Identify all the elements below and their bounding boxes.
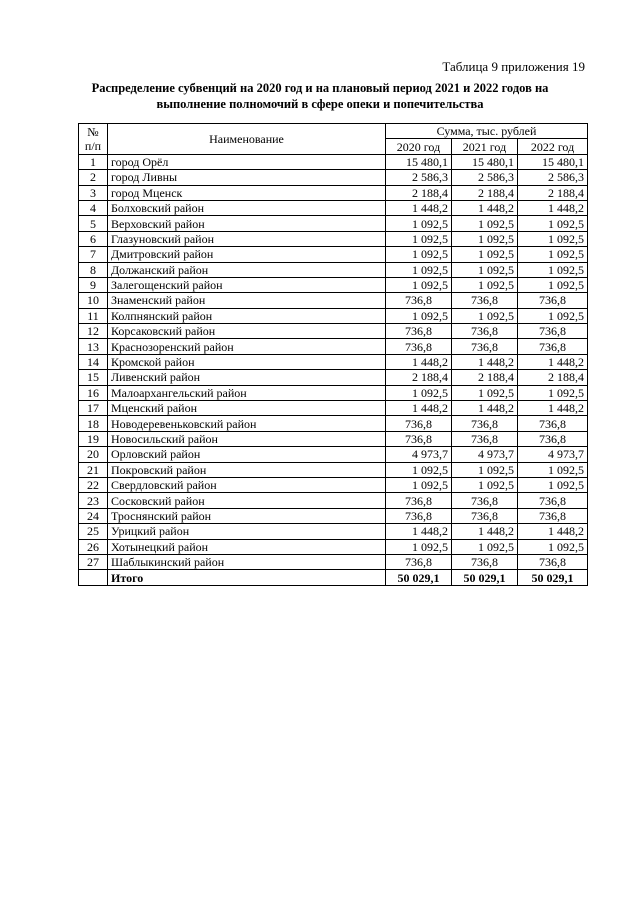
row-number: 1 — [79, 154, 108, 169]
row-value-2020: 1 448,2 — [386, 401, 452, 416]
row-value-2021: 736,8 — [452, 554, 518, 569]
row-value-2021: 2 188,4 — [452, 370, 518, 385]
row-value-2021: 15 480,1 — [452, 154, 518, 169]
row-value-2020: 1 092,5 — [386, 262, 452, 277]
row-number: 25 — [79, 524, 108, 539]
appendix-label: Таблица 9 приложения 19 — [442, 59, 585, 74]
table-row — [79, 539, 588, 554]
row-value-2021: 1 448,2 — [452, 524, 518, 539]
row-value-2022: 736,8 — [518, 431, 588, 446]
row-value-2020: 1 448,2 — [386, 200, 452, 215]
title-line-2: выполнение полномочий в сфере опеки и попечительства — [156, 97, 484, 111]
row-name: Залегощенский район — [108, 277, 386, 292]
row-value-2022: 2 188,4 — [518, 370, 588, 385]
row-number: 23 — [79, 493, 108, 508]
row-value-2021: 1 448,2 — [452, 401, 518, 416]
row-number: 12 — [79, 324, 108, 339]
row-number: 14 — [79, 354, 108, 369]
table-row — [79, 370, 588, 385]
row-value-2020: 736,8 — [386, 324, 452, 339]
table-row — [79, 477, 588, 492]
row-value-2021: 4 973,7 — [452, 447, 518, 462]
row-name: Должанский район — [108, 262, 386, 277]
row-name: Кромской район — [108, 354, 386, 369]
row-value-2020: 1 092,5 — [386, 477, 452, 492]
row-value-2022: 1 448,2 — [518, 524, 588, 539]
row-value-2022: 736,8 — [518, 416, 588, 431]
row-number: 18 — [79, 416, 108, 431]
row-value-2020: 1 092,5 — [386, 385, 452, 400]
row-value-2020: 736,8 — [386, 508, 452, 523]
row-value-2021: 736,8 — [452, 339, 518, 354]
row-name: Краснозоренский район — [108, 339, 386, 354]
row-number: 15 — [79, 370, 108, 385]
row-number: 6 — [79, 231, 108, 246]
row-name: Болховский район — [108, 200, 386, 215]
row-value-2020: 736,8 — [386, 293, 452, 308]
total-number-cell — [79, 570, 108, 585]
row-number: 27 — [79, 554, 108, 569]
total-2020: 50 029,1 — [386, 570, 452, 585]
row-value-2022: 736,8 — [518, 554, 588, 569]
column-header-sum: Сумма, тыс. рублей — [386, 124, 588, 139]
row-value-2021: 1 092,5 — [452, 385, 518, 400]
total-row — [79, 570, 588, 585]
row-value-2022: 1 092,5 — [518, 462, 588, 477]
column-header-number: № п/п — [79, 124, 108, 155]
table-row — [79, 185, 588, 200]
row-number: 2 — [79, 170, 108, 185]
row-number: 11 — [79, 308, 108, 323]
row-name: Новодеревеньковский район — [108, 416, 386, 431]
row-value-2020: 2 188,4 — [386, 185, 452, 200]
row-number: 3 — [79, 185, 108, 200]
row-name: Дмитровский район — [108, 247, 386, 262]
table-row — [79, 262, 588, 277]
table-body — [79, 154, 588, 570]
row-value-2021: 1 092,5 — [452, 262, 518, 277]
row-value-2022: 2 586,3 — [518, 170, 588, 185]
table-row — [79, 416, 588, 431]
row-value-2022: 1 092,5 — [518, 231, 588, 246]
row-number: 20 — [79, 447, 108, 462]
row-value-2020: 1 448,2 — [386, 354, 452, 369]
row-value-2022: 1 448,2 — [518, 401, 588, 416]
header-row-1 — [79, 124, 588, 139]
row-value-2021: 1 092,5 — [452, 539, 518, 554]
subvention-table — [78, 123, 588, 586]
row-value-2020: 1 092,5 — [386, 462, 452, 477]
row-value-2020: 1 448,2 — [386, 524, 452, 539]
row-value-2021: 736,8 — [452, 493, 518, 508]
row-value-2022: 4 973,7 — [518, 447, 588, 462]
table-row — [79, 493, 588, 508]
row-name: город Орёл — [108, 154, 386, 169]
row-value-2020: 736,8 — [386, 339, 452, 354]
table-row — [79, 247, 588, 262]
row-value-2020: 1 092,5 — [386, 539, 452, 554]
column-header-year-2020: 2020 год — [386, 139, 452, 154]
row-name: Покровский район — [108, 462, 386, 477]
row-value-2021: 736,8 — [452, 508, 518, 523]
row-value-2020: 2 188,4 — [386, 370, 452, 385]
title-line-1: Распределение субвенций на 2020 год и на плановый период 2021 и 2022 годов на — [91, 81, 549, 95]
table-row — [79, 170, 588, 185]
row-value-2021: 1 092,5 — [452, 477, 518, 492]
row-number: 13 — [79, 339, 108, 354]
row-value-2020: 1 092,5 — [386, 216, 452, 231]
row-name: Новосильский район — [108, 431, 386, 446]
row-value-2021: 1 092,5 — [452, 247, 518, 262]
row-value-2022: 1 092,5 — [518, 539, 588, 554]
row-value-2020: 736,8 — [386, 416, 452, 431]
row-value-2021: 1 448,2 — [452, 354, 518, 369]
table-row — [79, 462, 588, 477]
row-value-2022: 1 448,2 — [518, 200, 588, 215]
row-value-2021: 1 092,5 — [452, 277, 518, 292]
row-number: 5 — [79, 216, 108, 231]
table-row — [79, 293, 588, 308]
table-row — [79, 324, 588, 339]
row-value-2021: 736,8 — [452, 431, 518, 446]
row-value-2021: 1 092,5 — [452, 308, 518, 323]
row-number: 22 — [79, 477, 108, 492]
table-row — [79, 200, 588, 215]
row-name: Свердловский район — [108, 477, 386, 492]
row-value-2022: 736,8 — [518, 293, 588, 308]
table-row — [79, 216, 588, 231]
row-number: 21 — [79, 462, 108, 477]
table-row — [79, 401, 588, 416]
row-value-2021: 1 448,2 — [452, 200, 518, 215]
row-name: Ливенский район — [108, 370, 386, 385]
row-value-2021: 1 092,5 — [452, 216, 518, 231]
document-title — [60, 80, 580, 112]
row-value-2022: 736,8 — [518, 508, 588, 523]
table-row — [79, 231, 588, 246]
row-value-2022: 1 092,5 — [518, 216, 588, 231]
total-label: Итого — [108, 570, 386, 585]
row-value-2022: 736,8 — [518, 339, 588, 354]
row-name: Малоархангельский район — [108, 385, 386, 400]
row-value-2021: 2 188,4 — [452, 185, 518, 200]
row-name: Хотынецкий район — [108, 539, 386, 554]
row-name: Мценский район — [108, 401, 386, 416]
row-number: 7 — [79, 247, 108, 262]
row-value-2022: 1 092,5 — [518, 262, 588, 277]
table-row — [79, 385, 588, 400]
table-row — [79, 508, 588, 523]
row-value-2022: 736,8 — [518, 324, 588, 339]
row-number: 26 — [79, 539, 108, 554]
table-row — [79, 554, 588, 569]
row-value-2020: 736,8 — [386, 554, 452, 569]
row-value-2020: 15 480,1 — [386, 154, 452, 169]
table-row — [79, 277, 588, 292]
table-row — [79, 431, 588, 446]
row-number: 16 — [79, 385, 108, 400]
row-value-2021: 736,8 — [452, 416, 518, 431]
row-number: 24 — [79, 508, 108, 523]
row-value-2022: 1 092,5 — [518, 277, 588, 292]
column-header-name: Наименование — [108, 124, 386, 155]
row-name: город Ливны — [108, 170, 386, 185]
row-value-2021: 2 586,3 — [452, 170, 518, 185]
total-2021: 50 029,1 — [452, 570, 518, 585]
table-row — [79, 308, 588, 323]
column-header-year-2022: 2022 год — [518, 139, 588, 154]
row-value-2022: 1 092,5 — [518, 308, 588, 323]
row-name: Корсаковский район — [108, 324, 386, 339]
row-value-2022: 15 480,1 — [518, 154, 588, 169]
row-value-2022: 2 188,4 — [518, 185, 588, 200]
row-name: Сосковский район — [108, 493, 386, 508]
row-value-2020: 1 092,5 — [386, 277, 452, 292]
row-value-2020: 736,8 — [386, 431, 452, 446]
row-value-2020: 1 092,5 — [386, 247, 452, 262]
row-value-2022: 1 448,2 — [518, 354, 588, 369]
table-row — [79, 154, 588, 169]
column-header-year-2021: 2021 год — [452, 139, 518, 154]
table-row — [79, 354, 588, 369]
row-value-2020: 4 973,7 — [386, 447, 452, 462]
row-number: 19 — [79, 431, 108, 446]
row-name: Урицкий район — [108, 524, 386, 539]
total-2022: 50 029,1 — [518, 570, 588, 585]
table-row — [79, 447, 588, 462]
row-value-2022: 736,8 — [518, 493, 588, 508]
row-number: 4 — [79, 200, 108, 215]
row-name: Шаблыкинский район — [108, 554, 386, 569]
row-value-2020: 736,8 — [386, 493, 452, 508]
row-name: Глазуновский район — [108, 231, 386, 246]
row-number: 9 — [79, 277, 108, 292]
table-row — [79, 339, 588, 354]
row-value-2021: 1 092,5 — [452, 231, 518, 246]
row-value-2020: 2 586,3 — [386, 170, 452, 185]
row-value-2021: 1 092,5 — [452, 462, 518, 477]
row-number: 10 — [79, 293, 108, 308]
row-value-2020: 1 092,5 — [386, 308, 452, 323]
row-name: Верховский район — [108, 216, 386, 231]
row-value-2021: 736,8 — [452, 293, 518, 308]
row-value-2020: 1 092,5 — [386, 231, 452, 246]
row-value-2022: 1 092,5 — [518, 385, 588, 400]
table-row — [79, 524, 588, 539]
row-name: город Мценск — [108, 185, 386, 200]
row-name: Троснянский район — [108, 508, 386, 523]
row-value-2021: 736,8 — [452, 324, 518, 339]
row-name: Знаменский район — [108, 293, 386, 308]
row-number: 17 — [79, 401, 108, 416]
row-value-2022: 1 092,5 — [518, 247, 588, 262]
row-number: 8 — [79, 262, 108, 277]
row-name: Орловский район — [108, 447, 386, 462]
row-value-2022: 1 092,5 — [518, 477, 588, 492]
row-name: Колпнянский район — [108, 308, 386, 323]
